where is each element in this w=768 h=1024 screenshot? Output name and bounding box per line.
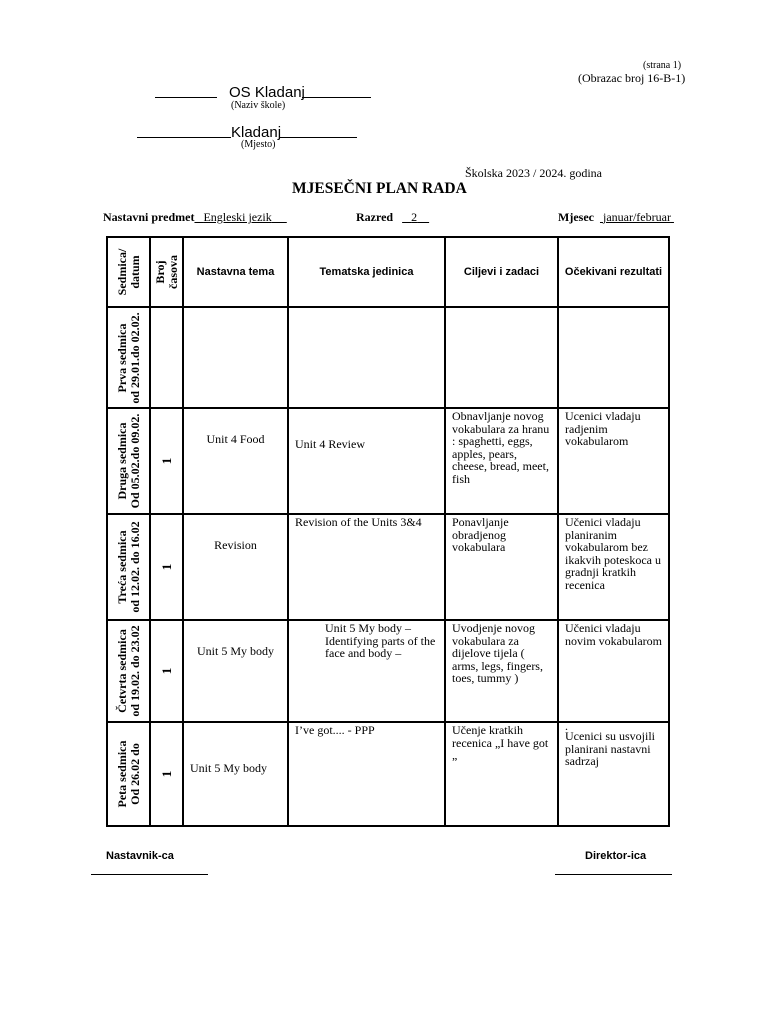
- unit-cell: Unit 5 My body – Identifying parts of the face and body –: [288, 620, 445, 722]
- school-underline-right: [302, 97, 371, 98]
- header-topic: Nastavna tema: [183, 237, 288, 307]
- week-cell: Prva sedmica od 29.01.do 02.02.: [107, 307, 150, 408]
- table-row: [107, 307, 669, 408]
- header-unit: Tematska jedinica: [288, 237, 445, 307]
- week-cell: Četvrta sedmica od 19.02. do 23.02: [107, 620, 150, 722]
- school-underline-left: [155, 97, 217, 98]
- grade-label: Razred: [356, 210, 394, 224]
- table-row: [107, 722, 669, 826]
- header-goals: Ciljevi i zadaci: [445, 237, 558, 307]
- form-code: (Obrazac broj 16-B-1): [578, 71, 686, 85]
- plan-table: [106, 236, 670, 827]
- topic-cell: Revision: [183, 514, 288, 620]
- month-value: januar/februar: [602, 210, 671, 224]
- director-signature-line: [555, 874, 672, 875]
- table-header-row: [107, 237, 669, 307]
- unit-cell: I’ve got.... - PPP: [288, 722, 445, 826]
- subject-label: Nastavni predmet: [103, 210, 195, 224]
- table-row: [107, 620, 669, 722]
- hours-cell: [150, 307, 183, 408]
- header-results: Očekivani rezultati: [558, 237, 669, 307]
- goals-cell: Obnavljanje novog vokabulara za hranu : spaghetti, eggs, apples, pears, cheese, bread, meet, fish: [445, 408, 558, 514]
- unit-cell: Revision of the Units 3&4: [288, 514, 445, 620]
- teacher-label: Nastavnik-ca: [106, 850, 174, 862]
- place-name: Kladanj: [231, 124, 282, 141]
- place-underline-left: [137, 137, 231, 138]
- results-prefix: .: [565, 719, 568, 733]
- week-cell: Treća sedmica od 12.02. do 16.02: [107, 514, 150, 620]
- goals-cell: Učenje kratkih recenica „I have got „: [445, 722, 558, 826]
- hours-cell: 1: [150, 620, 183, 722]
- topic-cell: Unit 5 My body: [183, 722, 288, 826]
- school-name: OS Kladanj: [229, 84, 305, 101]
- director-label: Direktor-ica: [585, 850, 647, 862]
- unit-cell: Unit 4 Review: [288, 408, 445, 514]
- grade-row: [356, 210, 429, 225]
- doc-title: MJESEČNI PLAN RADA: [292, 180, 467, 197]
- goals-cell: [445, 307, 558, 408]
- subject-value: Engleski jezik: [203, 210, 272, 224]
- table-row: [107, 514, 669, 620]
- goals-cell: Ponavljanje obradjenog vokabulara: [445, 514, 558, 620]
- subject-row: [103, 210, 287, 225]
- results-cell: Učenici vladaju planiranim vokabularom bez ikakvih poteskoca u gradnji kratkih recenica: [558, 514, 669, 620]
- week-cell: Druga sedmica Od 05.02.do 09.02.: [107, 408, 150, 514]
- results-cell: Učenici vladaju novim vokabularom: [558, 620, 669, 722]
- school-caption: (Naziv škole): [231, 100, 286, 111]
- topic-cell: Unit 4 Food: [183, 408, 288, 514]
- month-row: [558, 210, 674, 225]
- results-cell: Ucenici vladaju radjenim vokabularom: [558, 408, 669, 514]
- goals-cell: Uvodjenje novog vokabulara za dijelove tijela ( arms, legs, fingers, toes, tummy ): [445, 620, 558, 722]
- results-text: Ucenici su usvojili planirani nastavni sadrzaj: [565, 729, 655, 768]
- school-year: Školska 2023 / 2024. godina: [465, 166, 602, 180]
- topic-cell: [183, 307, 288, 408]
- hours-cell: 1: [150, 408, 183, 514]
- header-hours: Broj časova: [150, 237, 183, 307]
- page-label: (strana 1): [643, 60, 682, 71]
- grade-value: 2: [411, 210, 418, 224]
- place-caption: (Mjesto): [241, 139, 276, 150]
- hours-cell: 1: [150, 722, 183, 826]
- month-label: Mjesec: [558, 210, 594, 224]
- table-row: [107, 408, 669, 514]
- teacher-signature-line: [91, 874, 208, 875]
- header-week: Sedmica/ datum: [107, 237, 150, 307]
- unit-cell: [288, 307, 445, 408]
- results-cell: [558, 719, 669, 826]
- results-cell: [558, 307, 669, 408]
- week-cell: Peta sedmica Od 26.02 do: [107, 722, 150, 826]
- topic-cell: Unit 5 My body: [183, 620, 288, 722]
- place-underline-right: [280, 137, 357, 138]
- hours-cell: 1: [150, 514, 183, 620]
